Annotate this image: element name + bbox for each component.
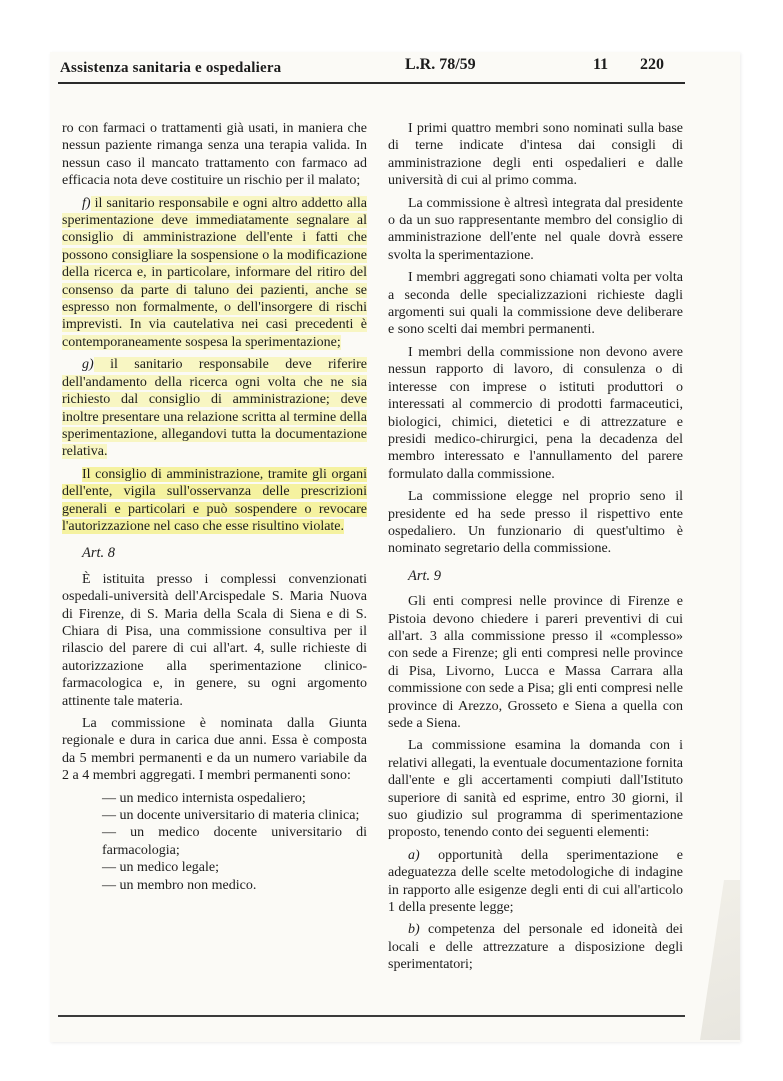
paragraph	[62, 466, 367, 536]
item-label: b)	[408, 922, 420, 938]
item-label: a)	[408, 847, 420, 863]
paragraph-text: competenza del personale ed idoneità dei locali e delle attrezzature a disposizione degli sperimentatori;	[388, 922, 683, 973]
paragraph-text: il sanitario responsabile e ogni altro addetto alla sperimentazione deve immediatamente segnalare al consiglio di amministrazione dell'ente i fatti che possono consigliare la sospensione o la modificazione della ricerca e, in particolare, informare del ritiro del consenso da parte di taluno dei pazienti, anche se espresso non formalmente, o dell'insorgere di rischi imprevisti. In via cautelativa nei casi precedenti è contemporaneamente sospesa la sperimentazione;	[62, 195, 367, 350]
paragraph-b	[388, 921, 683, 973]
paragraph: La commissione è altresì integrata dal presidente o da un suo rappresentante membro del consiglio di amministrazione dell'ente nel quale dovrà essere svolta la sperimentazione.	[388, 195, 683, 263]
list-item: — un medico internista ospedaliero;	[102, 790, 306, 806]
paragraph-text: opportunità della sperimentazione e adeguatezza delle scelte metodologiche di indagine in rapporto alle esigenze degli enti di cui all'articolo 1 della presente legge;	[388, 847, 683, 916]
list-item: — un membro non medico.	[102, 877, 257, 893]
item-label: f)	[82, 195, 91, 211]
left-column	[62, 120, 367, 894]
item-label: g)	[82, 357, 94, 373]
page-number-right: 220	[640, 56, 664, 73]
list-item: — un medico legale;	[102, 860, 220, 876]
list-item: — un medico docente universitario di farmacologia;	[102, 825, 367, 858]
law-reference: L.R. 78/59	[405, 56, 476, 73]
paragraph: La commissione esamina la domanda con i relativi allegati, la eventuale documentazione fornita dall'ente e gli accertamenti compiuti dall'Istituto superiore di sanità ed esprime, entro 30 giorni, il suo giudizio sul programma di sperimentazione proposto, tenendo conto dei seguenti elementi:	[388, 738, 683, 841]
paragraph: È istituita presso i complessi convenzionati ospedali-università dell'Arcispedale S. Maria Nuova di Firenze, di S. Maria della Scala di Siena e di S. Chiara di Pisa, una commissione consultiva per il rilascio del parere di cui all'art. 4, sulle richieste di autorizzazione alla sperimentazione clinico-farmacologica e, in genere, su ogni argomento attinente tale materia.	[62, 571, 367, 709]
paragraph-g	[62, 356, 367, 460]
section-title: Assistenza sanitaria e ospedaliera	[60, 60, 282, 76]
paragraph-f	[62, 195, 367, 352]
page-number-left: 11	[593, 56, 609, 73]
paragraph-a	[388, 847, 683, 917]
paragraph: La commissione elegge nel proprio seno il presidente ed ha sede presso il rispettivo ente ospedaliero. Un funzionario di quest'ultimo è nominato segretario della commissione.	[388, 489, 683, 557]
right-column	[388, 120, 683, 979]
highlighted-text: Il consiglio di amministrazione, tramite gli organi dell'ente, vigila sull'osservanza delle prescrizioni generali e particolari e può sospendere o revocare l'autorizzazione nel caso che esse risultino violate.	[62, 466, 367, 534]
list-item: — un docente universitario di materia clinica;	[102, 808, 360, 824]
header-rule	[58, 82, 685, 84]
footer-rule	[58, 1015, 685, 1017]
paragraph: Gli enti compresi nelle province di Firenze e Pistoia devono chiedere i pareri preventivi di cui all'art. 3 alla commissione presso il «complesso» con sede a Firenze; gli enti compresi nelle province di Pisa, Livorno, Lucca e Massa Carrara alla commissione con sede a Pisa; gli enti compresi nelle province di Arezzo, Grosseto e Siena a quella con sede a Siena.	[388, 594, 683, 731]
paragraph: I primi quattro membri sono nominati sulla base di terne indicate d'intesa dai consigli di amministrazione degli enti ospedalieri e dalle università di cui al primo comma.	[388, 121, 683, 189]
paragraph: I membri della commissione non devono avere nessun rapporto di lavoro, di consulenza o di interesse con imprese o istituti produttori o interessati al commercio di prodotti farmaceutici, biologici, chimici, dietetici e di attrezzature e presidi medico-chirurgici, pena la decadenza del membro interessato e l'annullamento del parere formulato dalla commissione.	[388, 344, 683, 482]
paragraph: I membri aggregati sono chiamati volta per volta a seconda delle specializzazioni richieste dagli argomenti sui quali la commissione deve deliberare e sono scelti dai membri permanenti.	[388, 270, 683, 338]
paragraph: ro con farmaci o trattamenti già usati, in maniera che nessun paziente rimanga senza una terapia valida. In nessun caso il mancato trattamento con farmaco ad efficacia nota deve costituire un rischio per il malato;	[62, 121, 367, 189]
article-heading: Art. 9	[408, 567, 442, 584]
article-heading: Art. 8	[82, 545, 116, 562]
paragraph-text: il sanitario responsabile deve riferire dell'andamento della ricerca ogni volta che ne sia richiesto dal consiglio di amministrazione; deve inoltre presentare una relazione scritta al termine della sperimentazione, allegandovi tutta la documentazione relativa.	[62, 357, 367, 460]
paragraph: La commissione è nominata dalla Giunta regionale e dura in carica due anni. Essa è composta da 5 membri permanenti e da un numero variabile da 2 a 4 membri aggregati. I membri permanenti sono:	[62, 716, 367, 784]
running-header	[60, 56, 670, 82]
